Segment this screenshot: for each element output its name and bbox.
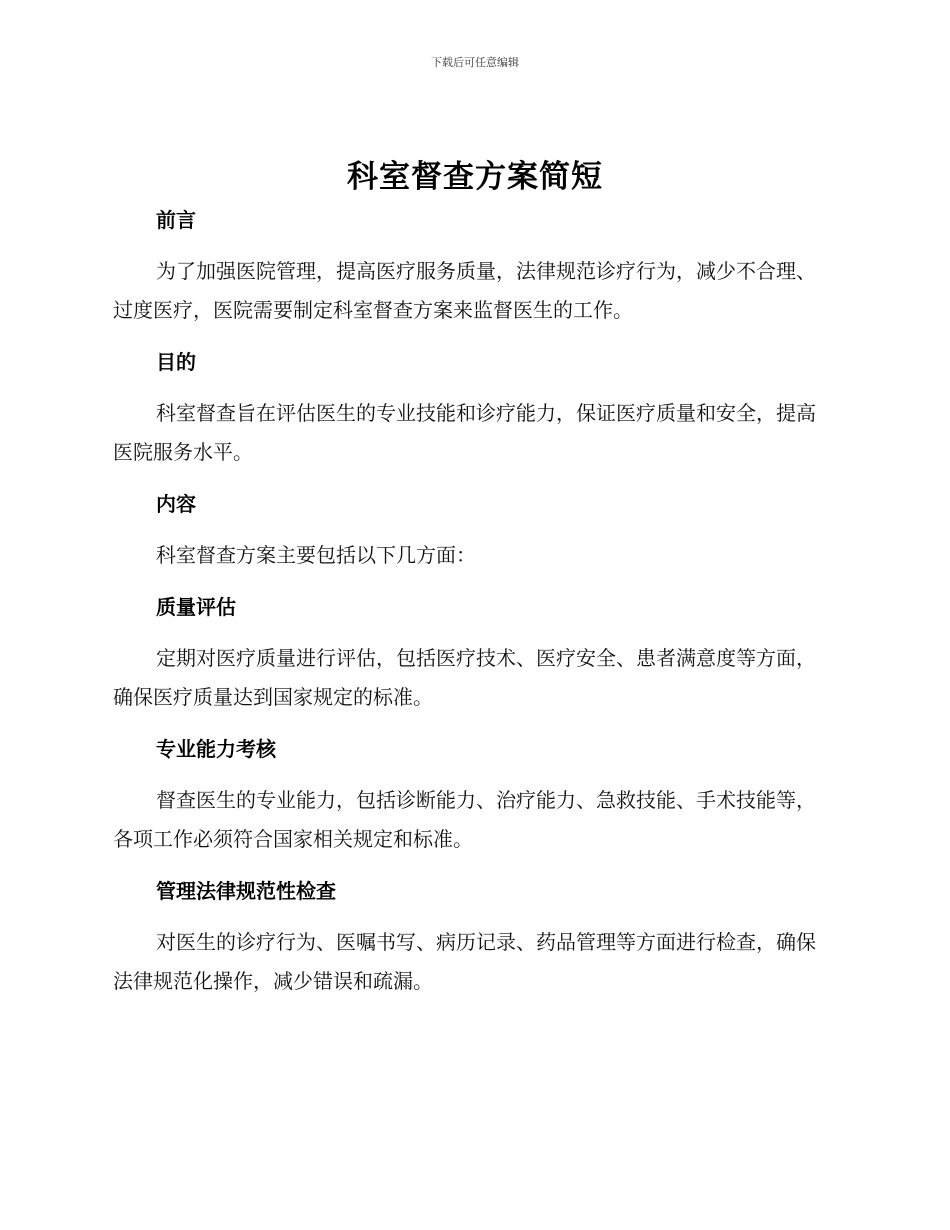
section-heading: 专业能力考核 <box>156 737 276 761</box>
section-paragraph: 对医生的诊疗行为、医嘱书写、病历记录、药品管理等方面进行检查，确保法律规范化操作，减少错误和疏漏。 <box>113 930 816 993</box>
section-paragraph: 科室督查旨在评估医生的专业技能和诊疗能力，保证医疗质量和安全，提高医院服务水平。 <box>113 401 816 464</box>
section-professional-assessment <box>113 727 833 869</box>
section-heading: 前言 <box>156 208 196 232</box>
section-paragraph: 为了加强医院管理，提高医疗服务质量，法律规范诊疗行为，减少不合理、过度医疗，医院需要制定科室督查方案来监督医生的工作。 <box>113 259 816 322</box>
header-note: 下载后可任意编辑 <box>431 56 519 69</box>
section-compliance-check <box>113 869 833 1001</box>
section-paragraph: 科室督查方案主要包括以下几方面： <box>156 543 476 567</box>
section-heading: 质量评估 <box>156 595 236 619</box>
section-purpose <box>113 340 833 482</box>
section-content <box>113 482 833 585</box>
document-title: 科室督查方案简短 <box>347 159 603 195</box>
section-paragraph: 督查医生的专业能力，包括诊断能力、治疗能力、急救技能、手术技能等，各项工作必须符合国家相关规定和标准。 <box>113 788 816 851</box>
section-quality-assessment <box>113 585 833 727</box>
section-heading: 管理法律规范性检查 <box>156 879 336 903</box>
section-heading: 目的 <box>156 350 196 374</box>
document-body <box>113 198 833 1001</box>
section-paragraph: 定期对医疗质量进行评估，包括医疗技术、医疗安全、患者满意度等方面，确保医疗质量达到国家规定的标准。 <box>113 646 816 709</box>
section-heading: 内容 <box>156 492 196 516</box>
section-preface <box>113 198 833 340</box>
